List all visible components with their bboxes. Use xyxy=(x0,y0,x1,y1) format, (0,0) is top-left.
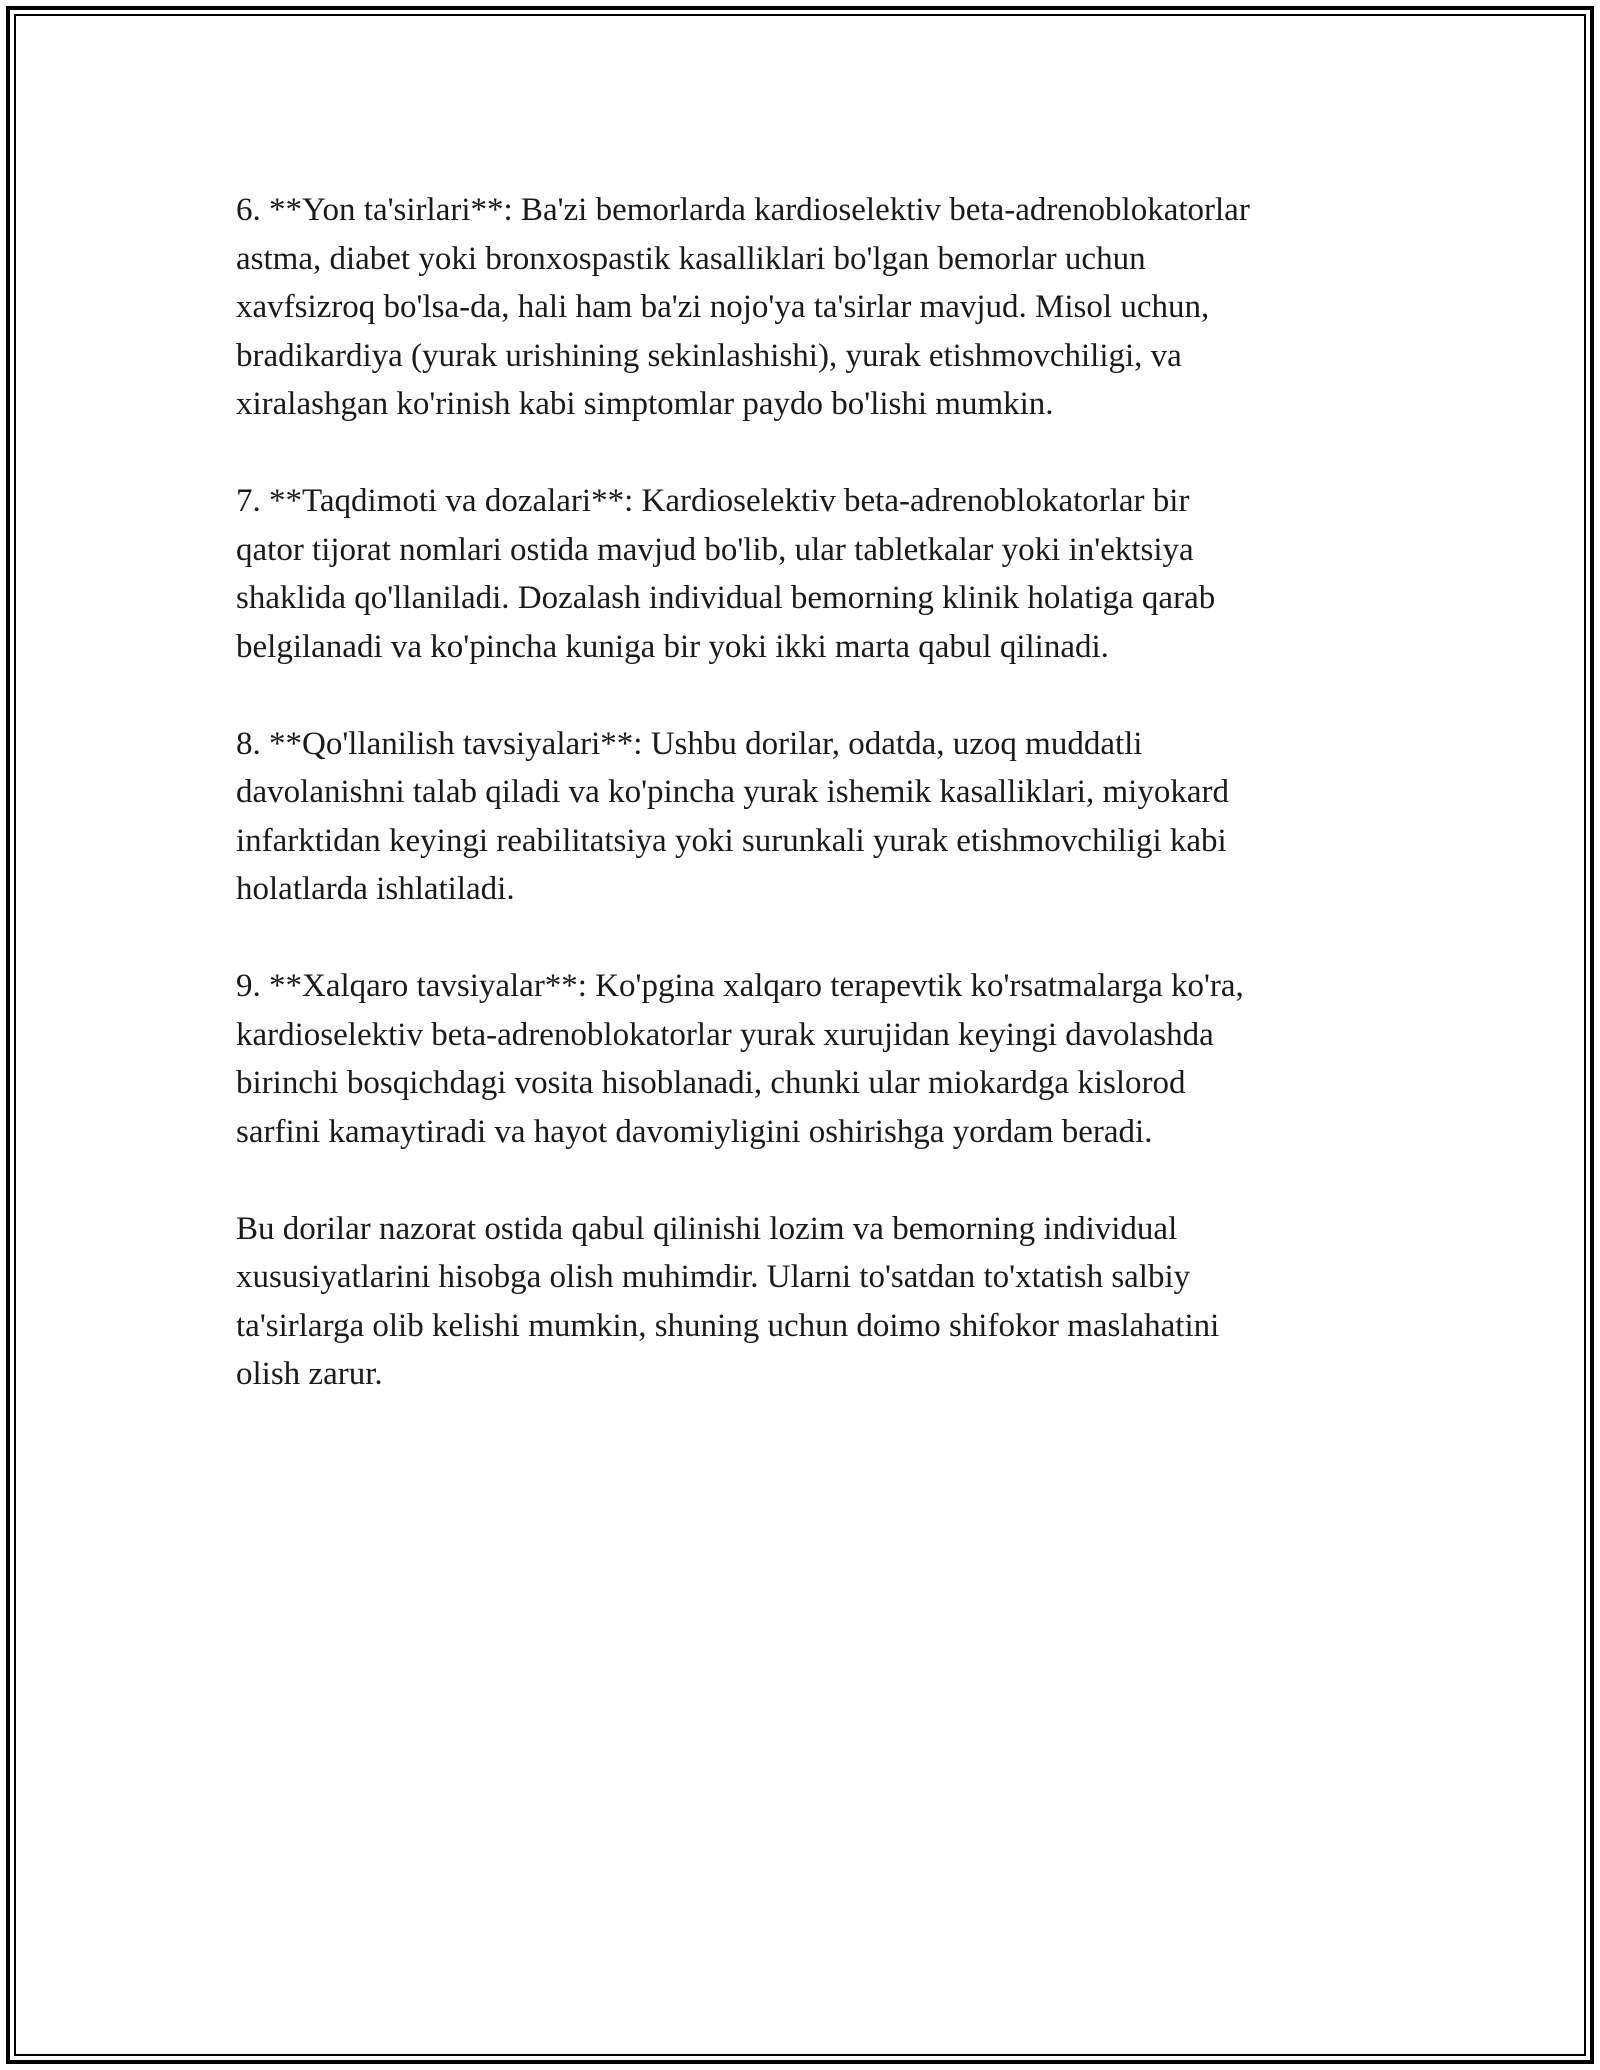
paragraph-conclusion: Bu dorilar nazorat ostida qabul qilinishi lozim va bemorning individual xususiyatlarini hisobga olish muhimdir. Ularni to'satdan to'xtatish salbiy ta'sirlarga olib kelishi mumkin, shuning uchun doimo shifokor maslahatini olish zarur. xyxy=(236,1210,1220,1392)
document-body xyxy=(236,186,1396,1447)
paragraph-usage-recommendations: 8. **Qo'llanilish tavsiyalari**: Ushbu dorilar, odatda, uzoq muddatli davolanishni talab qiladi va ko'pincha yurak ishemik kasalliklari, miyokard infarktidan keyingi reabilitatsiya yoki surunkali yurak etishmovchiligi kabi holatlarda ishlatiladi. xyxy=(236,725,1229,907)
paragraph-international-recommendations: 9. **Xalqaro tavsiyalar**: Ko'pgina xalqaro terapevtik ko'rsatmalarga ko'ra, kardioselektiv beta-adrenoblokatorlar yurak xurujidan keyingi davolashda birinchi bosqichdagi vosita hisoblanadi, chunki ular miokardga kislorod sarfini kamaytiradi va hayot davomiyligini oshirishga yordam beradi. xyxy=(236,968,1244,1150)
paragraph-presentation-dosage: 7. **Taqdimoti va dozalari**: Kardioselektiv beta-adrenoblokatorlar bir qator tijorat nomlari ostida mavjud bo'lib, ular tabletkalar yoki in'ektsiya shaklida qo'llaniladi. Dozalash individual bemorning klinik holatiga qarab belgilanadi va ko'pincha kuniga bir yoki ikki marta qabul qilinadi. xyxy=(236,483,1216,665)
paragraph-side-effects: 6. **Yon ta'sirlari**: Ba'zi bemorlarda kardioselektiv beta-adrenoblokatorlar astma, diabet yoki bronxospastik kasalliklari bo'lgan bemorlar uchun xavfsizroq bo'lsa-da, hali ham ba'zi nojo'ya ta'sirlar mavjud. Misol uchun, bradikardiya (yurak urishining sekinlashishi), yurak etishmovchiligi, va xiralashgan ko'rinish kabi simptomlar paydo bo'lishi mumkin. xyxy=(236,192,1250,422)
